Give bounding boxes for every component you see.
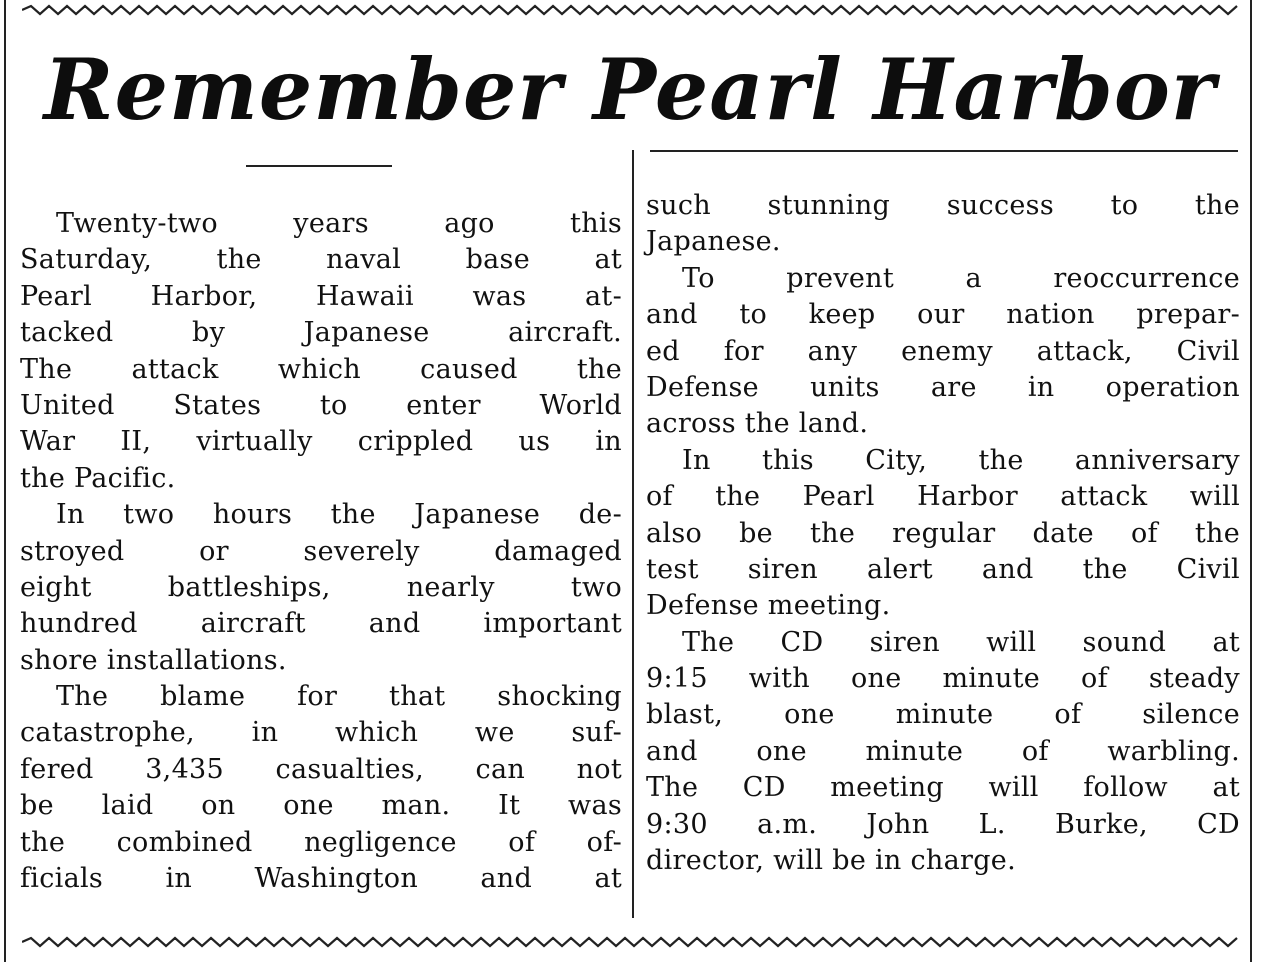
text-line: tacked by Japanese aircraft. — [20, 317, 622, 349]
text-line: and one minute of warbling. — [646, 735, 1240, 767]
text-line: director, will be in charge. — [646, 845, 1016, 877]
text-line: Japanese. — [646, 226, 781, 258]
text-line: fered 3,435 casualties, can not — [20, 753, 622, 785]
text-line: catastrophe, in which we suf- — [20, 717, 622, 749]
text-line: In two hours the Japanese de- — [56, 499, 622, 531]
text-line: blast, one minute of silence — [646, 699, 1240, 731]
text-line: War II, virtually crippled us in — [20, 426, 622, 458]
text-line: In this City, the anniversary — [682, 444, 1240, 476]
headline: Remember Pearl Harbor — [43, 40, 1217, 139]
text-line: Twenty-two years ago this — [56, 208, 622, 239]
text-line: of the Pearl Harbor attack will — [646, 481, 1240, 513]
right-column-top-rule — [650, 150, 1238, 152]
right-column — [646, 188, 1240, 879]
left-border — [4, 0, 6, 962]
text-line: Saturday, the naval base at — [20, 244, 622, 276]
text-line: the combined negligence of of- — [20, 826, 622, 858]
text-line: Defense meeting. — [646, 590, 891, 622]
text-line: hundred aircraft and important — [20, 608, 622, 640]
right-border — [1250, 0, 1252, 962]
text-line: the Pacific. — [20, 462, 176, 494]
text-line: ficials in Washington and at — [20, 863, 622, 895]
bottom-wavy-rule — [22, 936, 1240, 948]
text-line: 9:30 a.m. John L. Burke, CD — [646, 808, 1240, 840]
text-line: across the land. — [646, 408, 869, 440]
text-line: such stunning success to the — [646, 190, 1240, 221]
top-wavy-rule — [22, 4, 1240, 16]
text-line: United States to enter World — [20, 389, 622, 421]
text-line: The attack which caused the — [20, 353, 622, 385]
text-line: To prevent a reoccurrence — [682, 262, 1240, 294]
headline-short-rule — [246, 165, 392, 167]
column-divider — [632, 150, 634, 918]
text-line: also be the regular date of the — [646, 517, 1240, 549]
text-line: be laid on one man. It was — [20, 790, 622, 822]
text-line: The CD meeting will follow at — [646, 772, 1240, 804]
text-line: stroyed or severely damaged — [20, 535, 622, 567]
text-line: Pearl Harbor, Hawaii was at- — [20, 280, 622, 312]
text-line: shore installations. — [20, 644, 287, 676]
text-line: 9:15 with one minute of steady — [646, 663, 1240, 695]
text-line: The blame for that shocking — [56, 681, 622, 713]
left-column — [20, 206, 622, 897]
text-line: and to keep our nation prepar- — [646, 299, 1240, 331]
text-line: test siren alert and the Civil — [646, 553, 1240, 585]
text-line: ed for any enemy attack, Civil — [646, 335, 1240, 367]
text-line: eight battleships, nearly two — [20, 571, 622, 603]
text-line: Defense units are in operation — [646, 371, 1240, 403]
text-line: The CD siren will sound at — [682, 626, 1240, 658]
